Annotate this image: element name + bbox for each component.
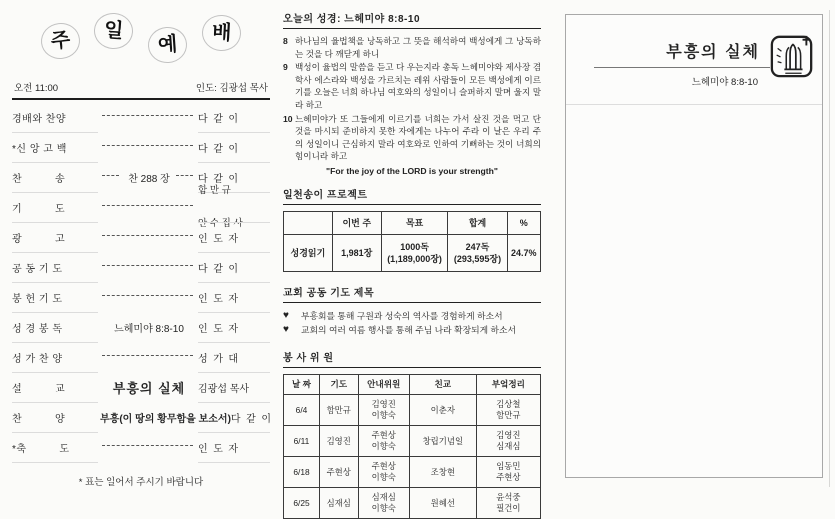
total-count: 247독 (465, 241, 490, 252)
row-performer: 성 가 대 (198, 353, 239, 365)
row-performer: 다 같 이 (230, 413, 272, 425)
worship-order-panel (12, 8, 270, 500)
dash-line (102, 174, 119, 176)
worship-row-creed (12, 132, 270, 162)
worship-row-announcements (12, 222, 270, 252)
title-char-3: 예 (147, 26, 189, 65)
verse-10 (283, 113, 541, 163)
col-ushers: 안내위원 (358, 374, 409, 394)
usher-name: 심재심 (371, 492, 396, 503)
service-leader: 인도: 김광섭 목사 (195, 83, 268, 94)
cell-this-week: 1,981장 (332, 234, 381, 271)
cell-fellowship: 창립기념일 (409, 425, 476, 456)
english-quote: "For the joy of the LORD is your strength" (326, 165, 498, 176)
cell-fellowship: 이춘자 (409, 394, 476, 425)
row-label: *신 앙 고 백 (12, 143, 67, 155)
sermon-notes-panel (565, 14, 823, 478)
title-underline (594, 67, 770, 68)
cell-date: 6/4 (284, 394, 320, 425)
title-char-1: 주 (39, 21, 82, 61)
sermon-page-title: 부흥의 실체 (666, 44, 760, 61)
prayer-item (283, 323, 541, 337)
cell-kitchen (476, 487, 540, 518)
col-fellowship: 친교 (409, 374, 476, 394)
sermon-title: 부흥의 실체 (112, 380, 186, 396)
verse-9 (283, 61, 541, 111)
dash-line (102, 444, 193, 446)
row-performer: 김광섭 목사 (198, 383, 250, 395)
dash-line (102, 354, 193, 356)
col-kitchen: 부엌정리 (476, 374, 540, 394)
stand-note: * 표는 일어서 주시기 바랍니다 (78, 477, 204, 488)
row-performer: 다 같 이 (198, 143, 239, 155)
worship-row-scripture-reading (12, 312, 270, 342)
table-row (284, 394, 541, 425)
row-label: 설 교 (12, 383, 66, 395)
heart-icon: ♥ (283, 309, 289, 321)
prayer-header: 교회 공동 기도 제목 (283, 284, 541, 303)
cell-date: 6/25 (284, 487, 320, 518)
cell-kitchen (476, 425, 540, 456)
kitchen-name: 임동민 (496, 461, 521, 472)
total-chapters: (293,595장) (453, 253, 502, 264)
cell-ushers (358, 456, 409, 487)
cell-ushers (358, 425, 409, 456)
col-total: 합계 (448, 211, 507, 234)
scripture-reference: 느헤미야 8:8-10 (114, 323, 184, 335)
bulletin-title (12, 14, 270, 72)
verse-8 (283, 35, 541, 60)
dash-line (102, 234, 193, 236)
row-performer: 다 같 이 (198, 263, 239, 275)
hymn-number: 찬 288 장 (128, 173, 170, 185)
verse-number: 10 (283, 113, 293, 124)
usher-name: 김영진 (371, 399, 396, 410)
row-performer: 다 같 이 (198, 173, 239, 185)
cell-ushers (358, 394, 409, 425)
verse-text: 백성이 율법의 말씀을 듣고 다 우는지라 총독 느헤미야와 제사장 겸 학사 에스라와 백성을 가르치는 레위 사람들이 모든 백성에게 이르기를 오늘은 너희 하나님 여호와의 성일이니 슬퍼하지 말며 울지 말라 하고 (295, 62, 541, 110)
dash-line (176, 174, 193, 176)
page-edge-shadow (829, 10, 830, 487)
notes-divider (566, 104, 822, 105)
cell-total (448, 234, 507, 271)
row-label: 봉 헌 기 도 (12, 293, 63, 305)
table-header-row (284, 374, 541, 394)
usher-name: 이향숙 (371, 471, 396, 482)
service-time: 오전 11:00 (14, 83, 59, 94)
cell-prayer: 주현상 (319, 456, 358, 487)
col-date: 날 짜 (284, 374, 320, 394)
verse-text: 느헤미야가 또 그들에게 이르기를 너희는 가서 살진 것을 먹고 단 것을 마시되 준비하지 못한 자에게는 나누어 주라 이 날은 우리 주의 성일이니 근심하지 말라 여호와로 인하여 기뻐하는 것이 너희의 힘이니라 하고 (295, 113, 541, 162)
kitchen-name: 심재심 (496, 440, 521, 451)
dash-line (102, 294, 193, 296)
usher-name: 이향숙 (371, 440, 396, 451)
worship-row-benediction (12, 432, 270, 462)
project-header: 일천송이 프로젝트 (283, 186, 541, 205)
col-prayer: 기도 (319, 374, 358, 394)
volunteers-table (283, 374, 541, 519)
worship-row-common-prayer (12, 252, 270, 282)
cell-fellowship: 조창현 (409, 456, 476, 487)
row-label: 성 경 봉 독 (12, 323, 63, 335)
verse-number: 9 (283, 62, 288, 73)
worship-order-list (12, 102, 270, 462)
divider (12, 98, 270, 100)
kitchen-name: 김상철 (496, 399, 521, 410)
cell-kitchen (476, 456, 540, 487)
verse-number: 8 (283, 36, 288, 46)
cell-kitchen (476, 394, 540, 425)
bible-reading-table (283, 211, 541, 272)
worship-row-song (12, 402, 270, 432)
scripture-header: 오늘의 성경: 느헤미야 8:8-10 (283, 10, 541, 29)
usher-name: 주현상 (371, 430, 396, 441)
scripture-verses (283, 35, 541, 163)
table-header-row (284, 211, 541, 234)
info-panel (283, 10, 541, 513)
prayer-text: 교회의 여러 여름 행사를 통해 주님 나라 확장되게 하소서 (301, 324, 517, 335)
dash-line (102, 204, 193, 206)
table-row (284, 234, 541, 271)
cell-date: 6/18 (284, 456, 320, 487)
volunteers-header: 봉 사 위 원 (283, 349, 541, 368)
usher-name: 주현상 (371, 461, 396, 472)
col-blank (284, 211, 333, 234)
title-char-4: 배 (201, 14, 242, 52)
prayer-list (283, 309, 541, 337)
kitchen-name: 김영진 (496, 430, 521, 441)
cell-goal (381, 234, 448, 271)
col-goal: 목표 (381, 211, 448, 234)
table-row (284, 487, 541, 518)
col-percent: % (507, 211, 540, 234)
table-row (284, 456, 541, 487)
title-char-2: 일 (93, 12, 135, 51)
performer-title: 안 수 집 사 (198, 218, 243, 229)
worship-row-sermon (12, 372, 270, 402)
goal-count: 1000독 (400, 241, 429, 252)
cell-percent: 24.7% (507, 234, 540, 271)
song-title: 부흥(이 땅의 황무함을 보소서) (100, 413, 231, 425)
row-label: 기 도 (12, 203, 66, 215)
cell-date: 6/11 (284, 425, 320, 456)
kitchen-name: 함만규 (496, 409, 521, 420)
usher-name: 이향숙 (371, 502, 396, 513)
cell-label: 성경읽기 (284, 234, 333, 271)
row-performer: 인 도 자 (198, 443, 239, 455)
worship-row-praise (12, 102, 270, 132)
usher-name: 이향숙 (371, 409, 396, 420)
cell-ushers (358, 487, 409, 518)
dash-line (102, 264, 193, 266)
sermon-scripture-ref: 느헤미야 8:8-10 (691, 77, 758, 88)
row-performer: 인 도 자 (198, 233, 239, 245)
heart-icon: ♥ (283, 323, 289, 335)
row-label: 찬 양 (12, 413, 66, 425)
cell-prayer: 김영진 (319, 425, 358, 456)
row-label: 경배와 찬양 (12, 113, 67, 125)
row-label: 찬 송 (12, 173, 66, 185)
dash-line (102, 144, 193, 146)
worship-row-offering-prayer (12, 282, 270, 312)
col-this-week: 이번 주 (332, 211, 381, 234)
verse-text: 하나님의 율법책을 낭독하고 그 뜻을 해석하여 백성에게 그 낭독하는 것을 다 깨닫게 하니 (295, 36, 541, 59)
row-label: *축 도 (12, 443, 70, 455)
row-performer: 인 도 자 (198, 293, 239, 305)
performer-name: 함 만 규 (198, 185, 231, 196)
table-row (284, 425, 541, 456)
row-label: 공 동 기 도 (12, 263, 63, 275)
dash-line (102, 114, 193, 116)
prayer-item (283, 309, 541, 323)
kitchen-name: 주현상 (496, 471, 521, 482)
cell-prayer: 함만규 (319, 394, 358, 425)
praying-hands-icon (769, 33, 815, 79)
worship-row-choir (12, 342, 270, 372)
cell-fellowship: 원혜선 (409, 487, 476, 518)
row-label: 성 가 찬 양 (12, 353, 63, 365)
worship-row-prayer (12, 185, 270, 229)
cell-prayer: 심재심 (319, 487, 358, 518)
kitchen-name: 필건이 (496, 502, 521, 513)
kitchen-name: 윤석중 (496, 492, 521, 503)
goal-chapters: (1,189,000장) (387, 253, 442, 264)
row-performer: 다 같 이 (198, 113, 239, 125)
row-performer: 인 도 자 (198, 323, 239, 335)
prayer-text: 부흥회를 통해 구원과 성숙의 역사를 경험하게 하소서 (301, 310, 503, 321)
row-label: 광 고 (12, 233, 66, 245)
